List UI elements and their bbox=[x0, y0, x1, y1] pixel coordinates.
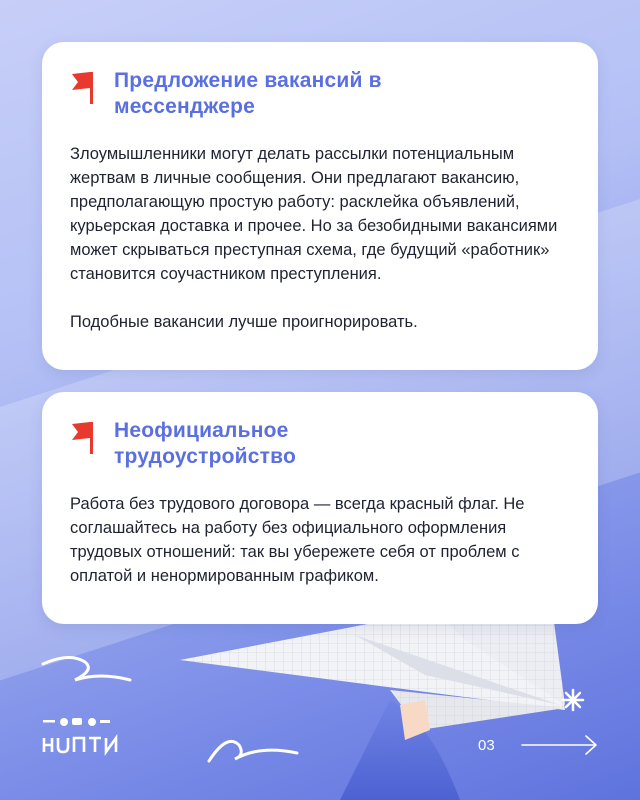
card-body bbox=[70, 142, 570, 334]
card-title: Предложение вакансий в мессенджере bbox=[114, 69, 382, 118]
card-paragraph: Злоумышленники могут делать рассылки потенциальным жертвам в личные сообщения. Они предлагают вакансию, предполагающую простую работу: расклейка объявлений, курьерская доставка и прочее. Но за безобидными вакансиями может скрываться преступная схема, где будущий «работник» становится соучастником преступления. bbox=[70, 145, 558, 283]
info-card-messenger-vacancies bbox=[42, 42, 598, 370]
card-paragraph: Работа без трудового договора — всегда красный флаг. Не соглашайтесь на работу без официального оформления трудовых отношений: так вы убережете себя от проблем с оплатой и ненормированным графиком. bbox=[70, 495, 525, 585]
arrow-right-icon[interactable] bbox=[520, 733, 600, 757]
squiggle-decoration bbox=[40, 650, 135, 690]
red-flag-icon bbox=[70, 70, 96, 106]
card-body bbox=[70, 492, 570, 588]
card-title: Неофициальное трудоустройство bbox=[114, 419, 296, 468]
info-card-unofficial-employment bbox=[42, 392, 598, 624]
squiggle-decoration bbox=[205, 725, 305, 770]
card-paragraph: Подобные вакансии лучше проигнорировать. bbox=[70, 313, 418, 331]
nupti-logo bbox=[40, 714, 120, 758]
red-flag-icon bbox=[70, 420, 96, 456]
page-number: 03 bbox=[478, 737, 495, 754]
